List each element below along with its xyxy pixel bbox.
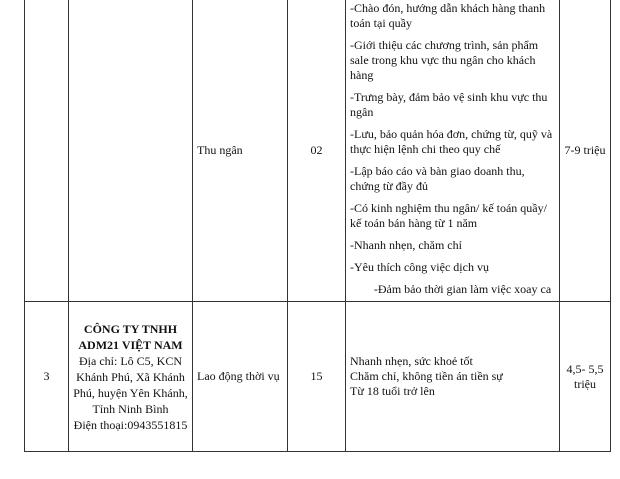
requirement-item: Nhanh nhẹn, sức khoẻ tốt bbox=[350, 354, 473, 368]
position-cell: Thu ngân bbox=[193, 0, 288, 302]
requirements-cell bbox=[346, 0, 560, 302]
company-detail-line: Khánh Phú, Xã Khánh bbox=[76, 369, 185, 384]
salary-cell: 4,5- 5,5 triệu bbox=[560, 302, 611, 452]
requirement-item: Từ 18 tuổi trở lên bbox=[350, 384, 435, 398]
position-cell: Lao động thời vụ bbox=[193, 302, 288, 452]
table-row bbox=[25, 302, 611, 452]
requirement-item: -Nhanh nhẹn, chăm chỉ bbox=[350, 238, 462, 252]
table-row bbox=[25, 0, 611, 302]
requirement-item: -Giới thiệu các chương trình, sản phẩm sale trong khu vực thu ngân cho khách hàng bbox=[350, 38, 539, 82]
company-detail-line: Tỉnh Ninh Bình bbox=[92, 401, 169, 416]
requirement-item: -Chào đón, hướng dẫn khách hàng thanh toán tại quầy bbox=[350, 1, 546, 30]
company-phone: Điện thoại:0943551815 bbox=[73, 417, 188, 432]
company-cell bbox=[69, 0, 193, 302]
requirement-item: -Có kinh nghiệm thu ngân/ kế toán quầy/ kế toán bán hàng từ 1 năm bbox=[350, 201, 547, 230]
requirement-item: -Trưng bày, đảm bảo vệ sinh khu vực thu ngân bbox=[350, 90, 548, 119]
requirement-item: Chăm chỉ, không tiền án tiền sự bbox=[350, 369, 503, 383]
job-listing-table bbox=[24, 0, 611, 452]
row-number-cell bbox=[25, 0, 69, 302]
company-name-line: CÔNG TY TNHH bbox=[83, 321, 178, 336]
salary-cell: 7-9 triệu bbox=[560, 0, 611, 302]
quantity-cell: 02 bbox=[288, 0, 346, 302]
requirement-item: -Lưu, bảo quản hóa đơn, chứng từ, quỹ và thực hiện lệnh chi theo quy chế bbox=[350, 127, 553, 156]
requirement-item: -Đảm bảo thời gian làm việc xoay ca bbox=[373, 282, 552, 296]
requirements-cell bbox=[346, 302, 560, 452]
requirement-item: -Lập báo cáo và bàn giao doanh thu, chứng từ đầy đủ bbox=[350, 164, 525, 193]
company-detail-line: Địa chỉ: Lô C5, KCN bbox=[79, 353, 182, 368]
company-name-line: ADM21 VIỆT NAM bbox=[78, 337, 183, 352]
row-number-cell: 3 bbox=[25, 302, 69, 452]
requirement-item: -Yêu thích công việc dịch vụ bbox=[350, 260, 489, 274]
company-cell bbox=[69, 302, 193, 452]
quantity-cell: 15 bbox=[288, 302, 346, 452]
company-detail-line: Phú, huyện Yên Khánh, bbox=[73, 385, 188, 400]
